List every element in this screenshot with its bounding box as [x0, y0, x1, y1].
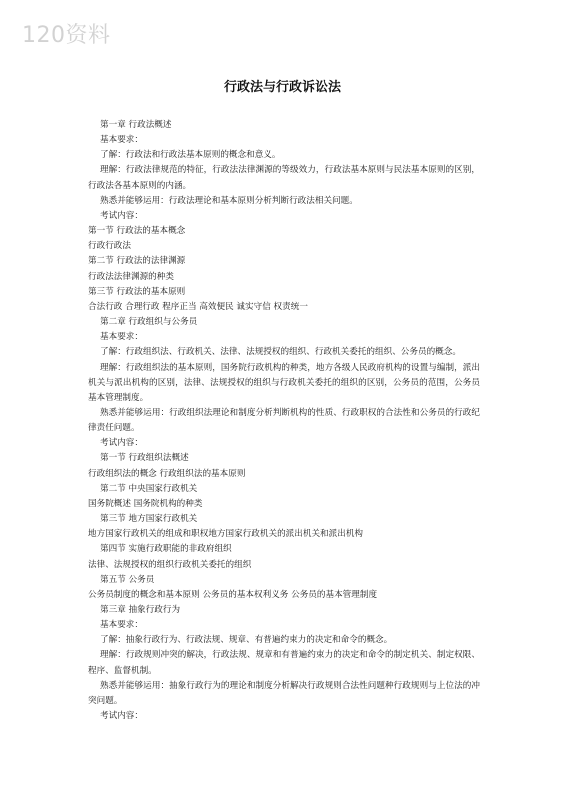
text-line: 行政组织法的概念 行政组织法的基本原则 [88, 468, 246, 479]
text-line: 熟悉并能够运用：抽象行政行为的理论和制度分析解决行政规则合法性问题种行政规则与上位法的冲突问题。 [88, 680, 480, 706]
text-line: 第二节 行政法的法律渊源 [88, 256, 186, 267]
text-line: 基本要求： [100, 620, 143, 631]
text-line: 基本要求： [100, 135, 143, 146]
text-line: 了解：行政法和行政法基本原则的概念和意义。 [100, 150, 281, 161]
text-line: 第二节 中央国家行政机关 [100, 483, 198, 494]
text-line: 第一章 行政法概述 [100, 120, 172, 130]
text-line: 理解：行政规则冲突的解决，行政法规、规章和有普遍约束力的决定和命令的制定机关、制定权限、程序、监督机制。 [88, 650, 480, 676]
text-line: 地方国家行政机关的组成和职权地方国家行政机关的派出机关和派出机构 [88, 529, 364, 540]
document-body [88, 118, 480, 724]
text-line: 行政行政法 [88, 241, 131, 252]
text-line: 了解：行政组织法、行政机关、法律、法规授权的组织、行政机关委托的组织、公务员的概念。 [100, 347, 461, 358]
text-line: 公务员制度的概念和基本原则 公务员的基本权利义务 公务员的基本管理制度 [88, 589, 378, 600]
text-line: 行政法法律渊源的种类 [88, 271, 174, 282]
text-line: 合法行政 合理行政 程序正当 高效便民 诚实守信 权责统一 [88, 301, 308, 312]
text-line: 第二章 行政组织与公务员 [100, 317, 198, 328]
text-line: 第一节 行政组织法概述 [100, 453, 189, 464]
text-line: 第一节 行政法的基本概念 [88, 226, 186, 237]
text-line: 第四节 实施行政职能的非政府组织 [100, 544, 232, 555]
text-line: 第五节 公务员 [100, 574, 155, 585]
text-line: 第三节 地方国家行政机关 [100, 514, 198, 525]
text-line: 第三节 行政法的基本原则 [88, 286, 186, 297]
text-line: 了解：抽象行政行为、行政法规、规章、有普遍约束力的决定和命令的概念。 [100, 635, 393, 646]
text-line: 熟悉并能够运用：行政法理论和基本原则分析判断行政法相关问题。 [100, 195, 358, 206]
text-line: 基本要求： [100, 332, 143, 343]
text-line: 理解：行政法律规范的特征，行政法法律渊源的等级效力，行政法基本原则与民法基本原则的区别，行政法各基本原则的内涵。 [88, 165, 480, 191]
text-line: 法律、法规授权的组织行政机关委托的组织 [88, 559, 252, 570]
document-title: 行政法与行政诉讼法 [223, 80, 341, 95]
watermark: 120资料 [22, 23, 111, 48]
text-line: 考试内容： [100, 438, 143, 449]
text-line: 考试内容： [100, 210, 143, 221]
text-line: 考试内容： [100, 711, 143, 722]
text-line: 熟悉并能够运用：行政组织法理论和制度分析判断机构的性质、行政职权的合法性和公务员的行政纪律责任问题。 [88, 407, 480, 434]
text-line: 理解：行政组织法的基本原则，国务院行政机构的种类，地方各级人民政府机构的设置与编制，派出机关与派出机构的区别，法律、法规授权的组织与行政机关委托的组织的区别，公务员的范围，公务员基本管理制度。 [88, 362, 480, 403]
text-line: 国务院概述 国务院机构的种类 [88, 498, 203, 509]
text-line: 第三章 抽象行政行为 [100, 605, 181, 615]
